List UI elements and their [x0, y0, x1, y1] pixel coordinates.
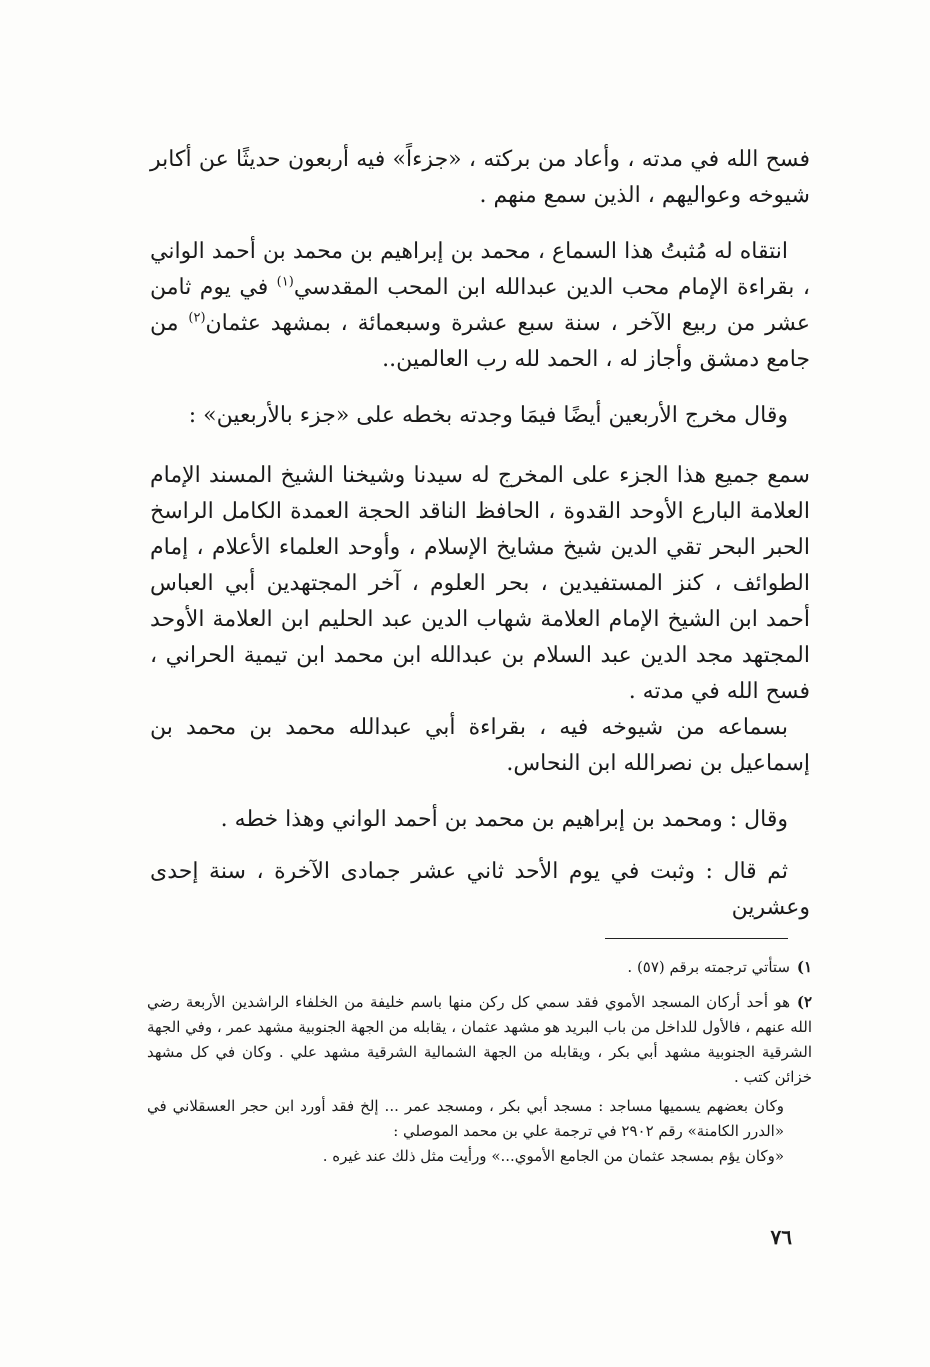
footnote-1-text: ستأتي ترجمته برقم (٥٧) .	[627, 958, 790, 976]
paragraph-3	[150, 398, 810, 434]
paragraph-4-text: سمع جميع هذا الجزء على المخرج له سيدنا وشيخنا الشيخ المسند الإمام العلامة البارع الأوحد القدوة ، الحافظ الناقد الحجة العمدة الكامل الراسخ الحبر البحر تقي الدين شيخ مشايخ الإسلام ، وأوحد العلماء الأعلام ، إمام الطوائف ، كنز المستفيدين ، بحر العلوم ، آخر المجتهدين أبي العباس أحمد ابن الشيخ الإمام العلامة شهاب الدين عبد الحليم ابن العلامة الأوحد المجتهد مجد الدين عبد السلام بن عبدالله ابن محمد ابن تيمية الحراني ، فسح الله في مدته .	[150, 463, 810, 704]
footnote-2-main	[147, 990, 812, 1090]
paragraph-2	[150, 234, 810, 378]
paragraph-4	[150, 458, 810, 710]
paragraph-1	[150, 142, 810, 214]
paragraph-2-part-b: في يوم ثامن عشر من ربيع الآخر ، سنة سبع عشرة وسبعمائة ، بمشهد عثمان	[150, 275, 810, 336]
paragraph-7-text: ثم قال : وثبت في يوم الأحد ثاني عشر جمادى الآخرة ، سنة إحدى وعشرين	[150, 859, 810, 920]
paragraph-2-text	[150, 234, 810, 378]
footnote-separator	[605, 938, 788, 939]
paragraph-7	[150, 854, 810, 926]
footnote-1-number: ١)	[796, 958, 812, 976]
footnote-2-number: ٢)	[796, 993, 812, 1011]
paragraph-6	[150, 802, 810, 838]
footnote-2-sub-1: وكان بعضهم يسميها مساجد : مسجد أبي بكر ، ومسجد عمر ... إلخ فقد أورد ابن حجر العسقلاني في «الدرر الكامنة» رقم ٢٩٠٢ في ترجمة علي بن محمد الموصلي :	[147, 1097, 784, 1140]
paragraph-2-part-c: من جامع دمشق وأجاز له ، الحمد لله رب العالمين..	[150, 311, 810, 372]
footnote-2-sub-2: «وكان يؤم بمسجد عثمان من الجامع الأموي...» ورأيت مثل ذلك عند غيره .	[322, 1147, 784, 1165]
paragraph-6-text: وقال : ومحمد بن إبراهيم بن محمد بن أحمد الواني وهذا خطه .	[220, 807, 788, 832]
paragraph-5	[150, 710, 810, 782]
paragraph-5-text: بسماعه من شيوخه فيه ، بقراءة أبي عبدالله محمد بن محمد بن إسماعيل بن نصرالله ابن النحاس.	[150, 715, 810, 776]
paragraph-2-part-a: انتقاه له مُثبتُ هذا السماع ، محمد بن إبراهيم بن محمد بن أحمد الواني ، بقراءة الإمام محب الدين عبدالله ابن المحب المقدسي	[150, 239, 810, 300]
footnote-2	[147, 990, 812, 1169]
footnote-1	[147, 955, 812, 980]
paragraph-1-text: فسح الله في مدته ، وأعاد من بركته ، «جزءاً» فيه أربعون حديثًا عن أكابر شيوخه وعواليهم ، الذين سمع منهم .	[150, 147, 810, 208]
paragraph-3-text: وقال مخرج الأربعين أيضًا فيمَا وجدته بخطه على «جزء بالأربعين» :	[188, 403, 788, 428]
footnote-ref-1[interactable]: (١)	[276, 274, 294, 290]
page-number: ٧٦	[770, 1225, 792, 1249]
footnote-2-text: هو أحد أركان المسجد الأموي فقد سمي كل ركن منها باسم خليفة من الخلفاء الراشدين الأربعة رضي الله عنهم ، فالأول للداخل من باب البريد هو مشهد عثمان ، يقابله من الجهة الجنوبية مشهد عمر ، وفي الجهة الشرقية الجنوبية مشهد أبي بكر ، ويقابله من الجهة الشمالية الشرقية مشهد علي . وكان في كل مشهد خزائن كتب .	[147, 993, 812, 1086]
footnote-ref-2[interactable]: (٢)	[188, 310, 206, 326]
footnote-1-line	[147, 955, 812, 980]
